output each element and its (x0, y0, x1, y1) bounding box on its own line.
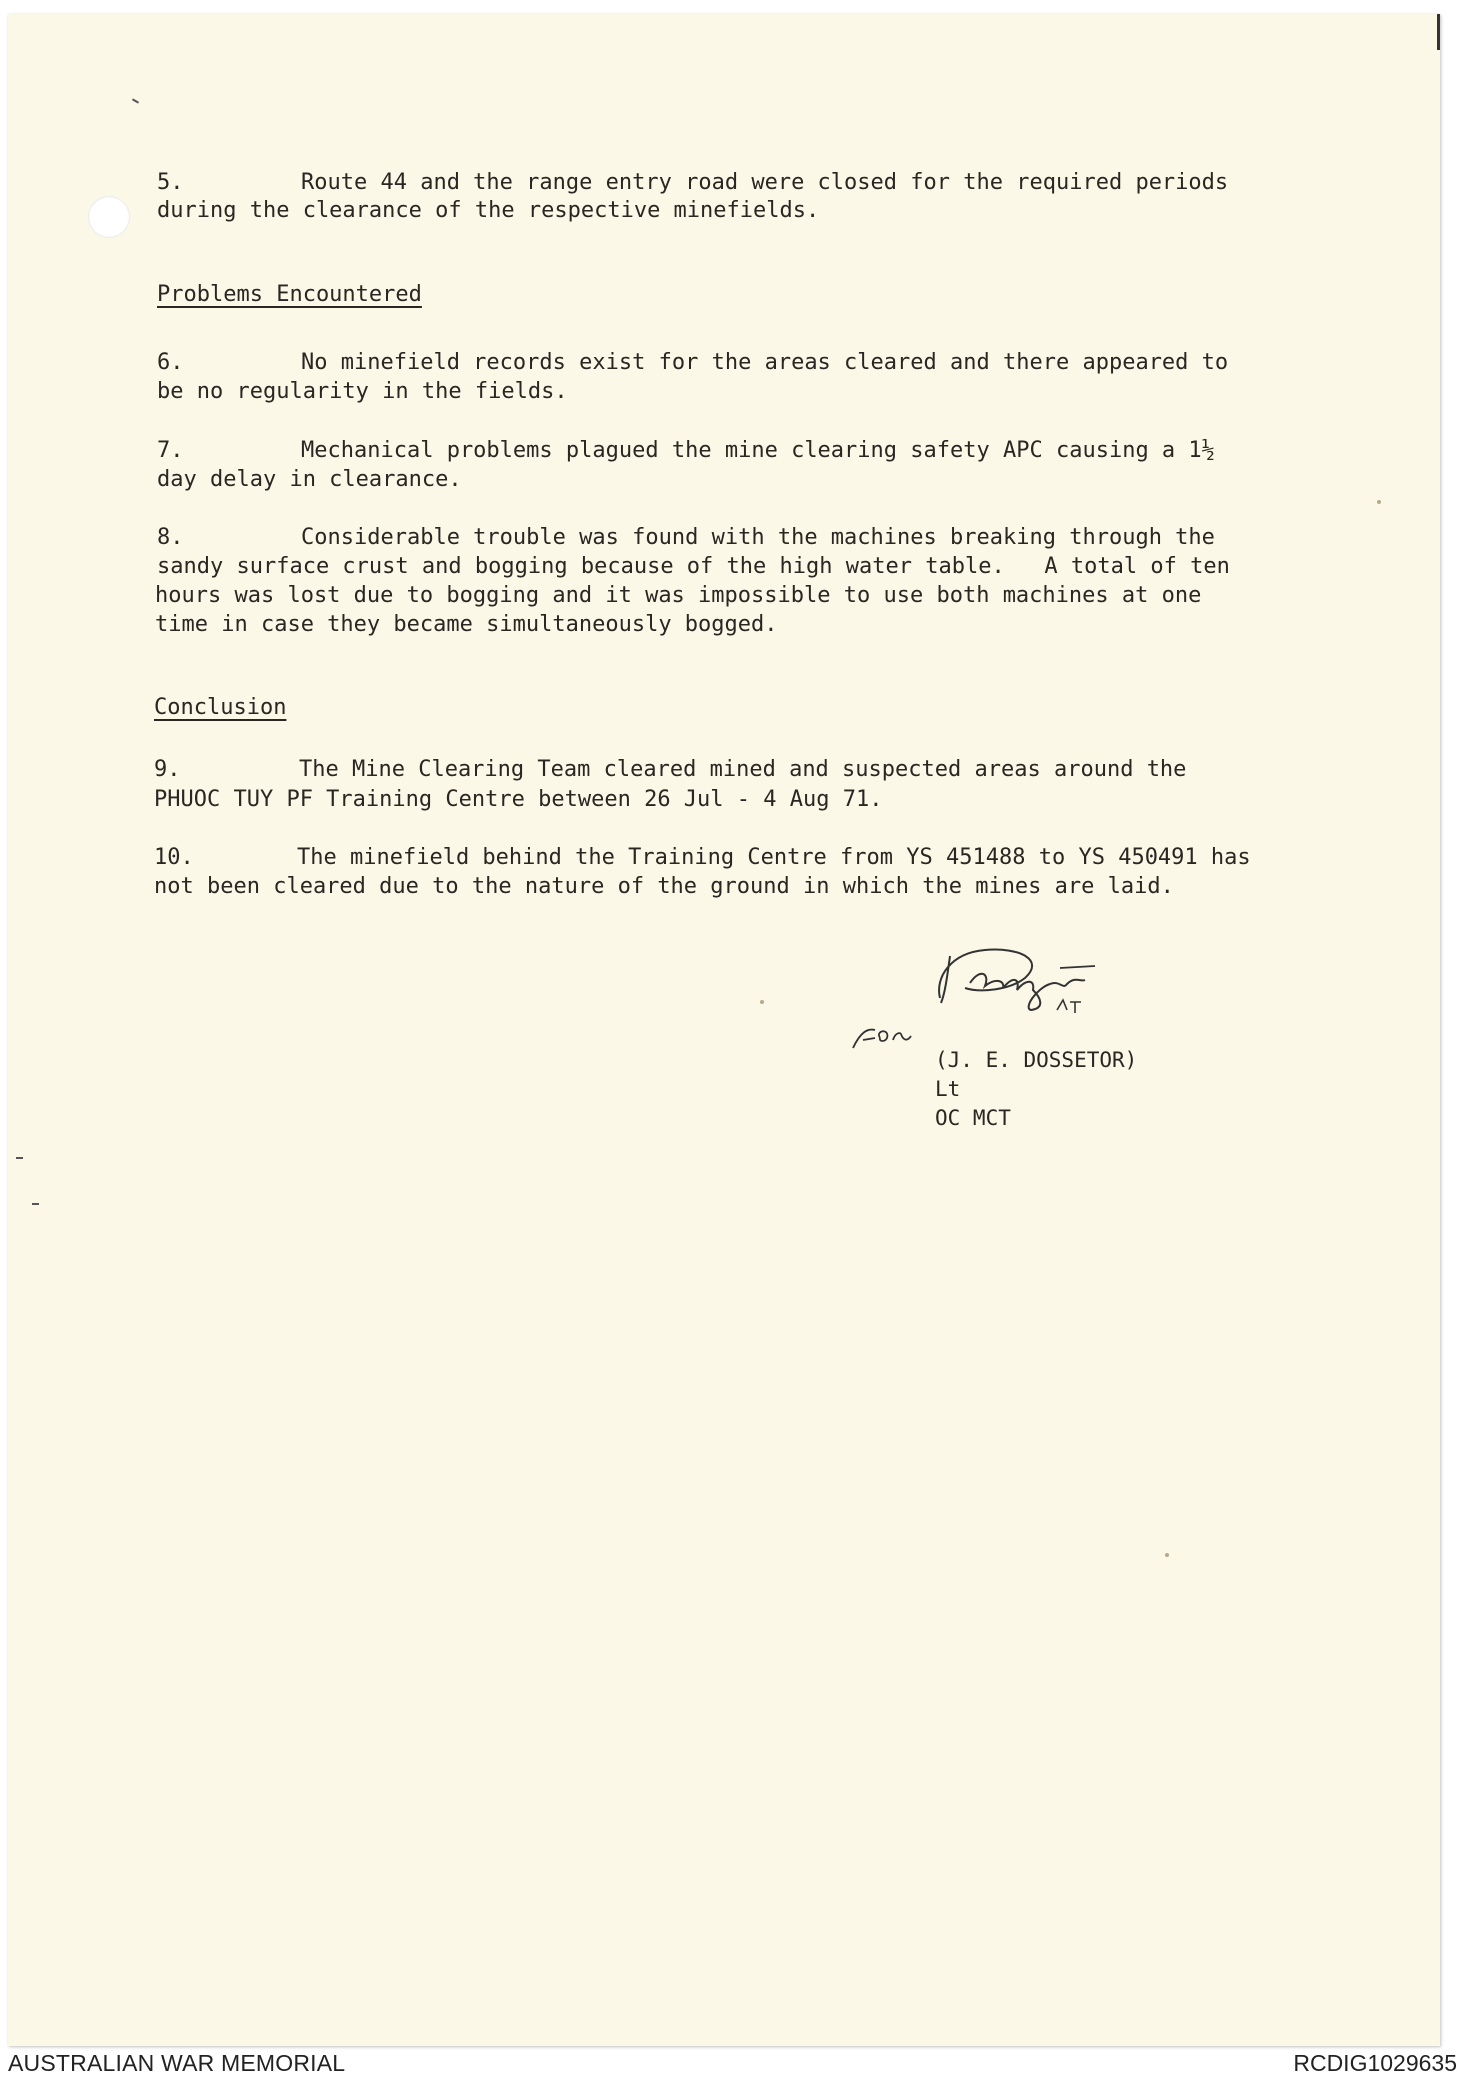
signatory-name: (J. E. DOSSETOR) (935, 1048, 1138, 1072)
paragraph-8-line-2: sandy surface crust and bogging because of the high water table. A total of ten (157, 554, 1230, 579)
paragraph-8-line-3: hours was lost due to bogging and it was impossible to use both machines at one (155, 583, 1202, 608)
punch-hole (88, 196, 130, 238)
paragraph-10-line-2: not been cleared due to the nature of the ground in which the mines are laid. (154, 874, 1174, 899)
paragraph-8-line-4: time in case they became simultaneously bogged. (155, 612, 778, 637)
paragraph-5-line-1: Route 44 and the range entry road were closed for the required periods (301, 170, 1229, 195)
paragraph-7-line-2: day delay in clearance. (157, 467, 462, 492)
signatory-position: OC MCT (935, 1106, 1011, 1130)
paragraph-number: 6. (157, 350, 184, 375)
paragraph-9-line-1: The Mine Clearing Team cleared mined and suspected areas around the (299, 757, 1187, 782)
footer-record-id: RCDIG1029635 (1293, 2050, 1457, 2076)
document-page (8, 14, 1440, 2046)
paragraph-8-line-1: Considerable trouble was found with the machines breaking through the (301, 525, 1215, 550)
section-heading-conclusion: Conclusion (154, 695, 287, 720)
paper-speck (1377, 500, 1381, 504)
paper-speck (760, 1000, 764, 1004)
paragraph-10-line-1: The minefield behind the Training Centre from YS 451488 to YS 450491 has (297, 845, 1251, 870)
paper-speck (1165, 1553, 1169, 1557)
paragraph-7-line-1: Mechanical problems plagued the mine clearing safety APC causing a 1½ (301, 438, 1215, 463)
paragraph-number: 7. (157, 438, 184, 463)
paragraph-number: 8. (157, 525, 184, 550)
page-mark (16, 1157, 23, 1159)
paragraph-number: 5. (157, 170, 184, 195)
paragraph-number: 9. (154, 757, 181, 782)
paragraph-6-line-1: No minefield records exist for the areas cleared and there appeared to (301, 350, 1229, 375)
paragraph-5-line-2: during the clearance of the respective minefields. (157, 198, 820, 223)
paragraph-number: 10. (154, 845, 194, 870)
footer-institution: AUSTRALIAN WAR MEMORIAL (8, 2050, 346, 2076)
section-heading-problems: Problems Encountered (157, 282, 422, 307)
signatory-rank: Lt (935, 1077, 961, 1101)
page-mark (32, 1203, 39, 1205)
paragraph-9-line-2: PHUOC TUY PF Training Centre between 26 Jul - 4 Aug 71. (154, 787, 883, 812)
paragraph-6-line-2: be no regularity in the fields. (157, 379, 568, 404)
edge-mark (1437, 14, 1440, 50)
